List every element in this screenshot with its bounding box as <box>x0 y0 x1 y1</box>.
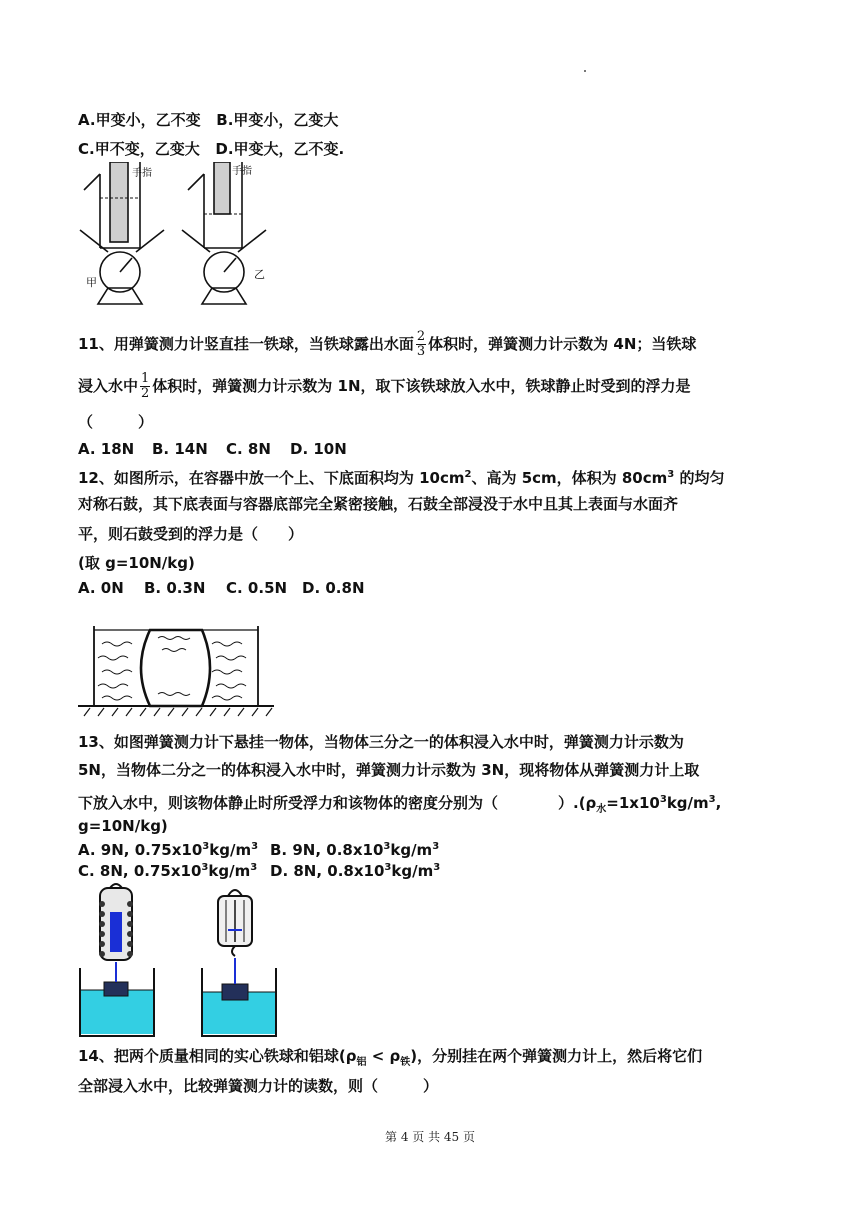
q13-spring-scale-figure <box>78 882 282 1038</box>
q13-option-b[interactable]: B. 9N, $0.8x10^3kg/m^3$ <box>270 841 440 859</box>
page-footer: 第 4 页 共 45 页 <box>385 1130 475 1144</box>
q10-finger-label-2: 手指 <box>232 166 252 177</box>
q10-scale-figure <box>78 162 268 312</box>
q10-option-b[interactable]: B.甲变小，乙变大 <box>216 111 339 129</box>
q11-fraction-1-2: $\frac{1}{2}$ <box>141 371 150 401</box>
q11-option-c[interactable]: C. 8N <box>226 440 271 458</box>
q12-option-d[interactable]: D. 0.8N <box>302 579 365 597</box>
q12-option-a[interactable]: A. 0N <box>78 579 124 597</box>
q12-line2: 对称石鼓，其下底表面与容器底部完全紧密接触，石鼓全部浸没于水中且其上表面与水面齐 <box>78 495 679 513</box>
q12-option-b[interactable]: B. 0.3N <box>144 579 206 597</box>
q12-option-c[interactable]: C. 0.5N <box>226 579 288 597</box>
q11-answer-blank: （ ） <box>78 413 154 431</box>
stray-dot <box>584 70 586 72</box>
q11-line1: 11、用弹簧测力计竖直挂一铁球，当铁球露出水面 $\frac{2}{3}$ 体积时，弹簧测力计示数为 4N；当铁球 <box>78 329 697 359</box>
q12-line3: 平，则石鼓受到的浮力是（ ） <box>78 525 304 543</box>
q13-option-d[interactable]: D. 8N, $0.8x10^3kg/m^3$ <box>270 862 441 880</box>
q10-options-row1 <box>78 110 338 130</box>
q11-fraction-2-3: $\frac{2}{3}$ <box>416 329 426 359</box>
q12-line1: 12、如图所示，在容器中放一个上、下底面积均为 $10cm^2$、高为 5cm，体积为 $80cm^3$ 的均匀 <box>78 469 725 487</box>
q14-line1: 14、把两个质量相同的实心铁球和铝球$(\rho_铝 < \rho_铁)$，分别挂在两个弹簧测力计上，然后将它们 <box>78 1047 703 1068</box>
q13-option-a[interactable]: A. 9N, $0.75x10^3kg/m^3$ <box>78 841 259 859</box>
q10-label-jia: 甲 <box>86 276 97 289</box>
q10-option-c[interactable]: C.甲不变，乙变大 <box>78 140 200 158</box>
q12-stone-drum-figure <box>78 606 278 722</box>
q11-options <box>78 439 347 459</box>
q10-option-a[interactable]: A.甲变小，乙不变 <box>78 111 201 129</box>
q12-line4: (取 g=10N/kg) <box>78 554 195 572</box>
q11-line2: 浸入水中 $\frac{1}{2}$ 体积时，弹簧测力计示数为 1N，取下该铁球放入水中，铁球静止时受到的浮力是 <box>78 371 691 401</box>
q14-line2: 全部浸入水中，比较弹簧测力计的读数，则（ ） <box>78 1077 439 1095</box>
q13-line3: 下放入水中，则该物体静止时所受浮力和该物体的密度分别为（ ）$.(\rho_水=1x10^3kg/m^3$, <box>78 794 722 815</box>
q13-options-row1 <box>78 837 439 860</box>
q10-label-yi: 乙 <box>254 268 265 281</box>
q13-line1: 13、如图弹簧测力计下悬挂一物体，当物体三分之一的体积浸入水中时，弹簧测力计示数为 <box>78 733 684 751</box>
q13-line2: 5N，当物体二分之一的体积浸入水中时，弹簧测力计示数为 3N，现将物体从弹簧测力计上取 <box>78 761 700 779</box>
q11-option-d[interactable]: D. 10N <box>290 440 347 458</box>
q13-options-row2 <box>78 858 440 881</box>
q13-option-c[interactable]: C. 8N, $0.75x10^3kg/m^3$ <box>78 862 258 880</box>
q10-option-d[interactable]: D.甲变大，乙不变. <box>215 140 345 158</box>
q10-finger-label-1: 手指 <box>132 168 152 179</box>
q11-option-b[interactable]: B. 14N <box>152 440 208 458</box>
q10-options-row2 <box>78 139 344 159</box>
q13-line4: g=10N/kg) <box>78 817 168 835</box>
q12-options <box>78 578 365 598</box>
q11-option-a[interactable]: A. 18N <box>78 440 135 458</box>
